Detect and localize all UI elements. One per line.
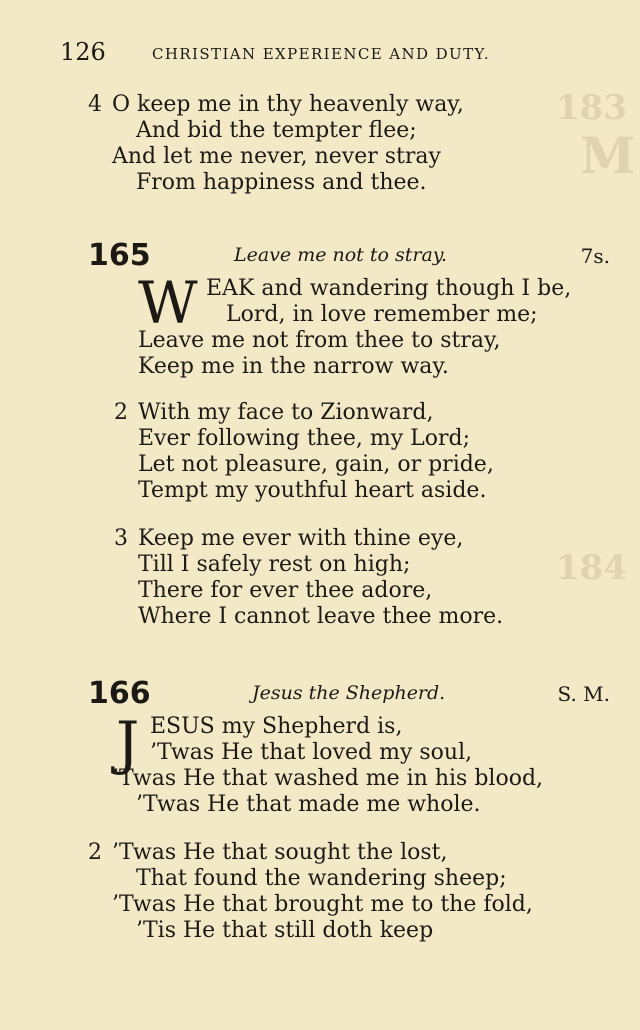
verse-line: Where I cannot leave thee more.	[138, 604, 504, 629]
verse-line: And bid the tempter flee;	[136, 118, 417, 143]
verse-number: 2	[114, 400, 128, 425]
bleed-through-mark: 183	[556, 88, 627, 128]
verse-line: Leave me not from thee to stray,	[138, 328, 501, 353]
verse-number: 4	[88, 92, 102, 117]
drop-cap: W	[138, 269, 198, 337]
verse-line: ’Twas He that sought the lost,	[112, 840, 448, 865]
hymn-number: 165	[88, 238, 151, 273]
page-number: 126	[60, 38, 106, 66]
page-header	[60, 38, 554, 68]
verse-line: ’Twas He that brought me to the fold,	[112, 892, 533, 917]
drop-cap: J	[116, 709, 140, 777]
verse-line: Tempt my youthful heart aside.	[138, 478, 487, 503]
verse-line: That found the wandering sheep;	[136, 866, 507, 891]
running-head: CHRISTIAN EXPERIENCE AND DUTY.	[152, 45, 491, 63]
verse-line: Ever following thee, my Lord;	[138, 426, 471, 451]
verse-line: Till I safely rest on high;	[138, 552, 411, 577]
verse-line: With my face to Zionward,	[138, 400, 434, 425]
hymn-number: 166	[88, 676, 151, 711]
verse-line: ESUS my Shepherd is,	[150, 714, 403, 739]
bleed-through-mark: M	[580, 126, 636, 185]
hymn-meter: S. M.	[557, 682, 610, 706]
verse-number: 3	[114, 526, 128, 551]
verse-line: O keep me in thy heavenly way,	[112, 92, 464, 117]
verse-line: ’Twas He that made me whole.	[136, 792, 481, 817]
verse-line: There for ever thee adore,	[138, 578, 433, 603]
hymn-title: Leave me not to stray.	[234, 244, 448, 266]
verse-line: Keep me ever with thine eye,	[138, 526, 464, 551]
verse-line: From happiness and thee.	[136, 170, 427, 195]
verse-line: Let not pleasure, gain, or pride,	[138, 452, 494, 477]
verse-line: ’Twas He that loved my soul,	[150, 740, 473, 765]
verse-line: ’Tis He that still doth keep	[136, 918, 434, 943]
verse-line: ’Twas He that washed me in his blood,	[112, 766, 544, 791]
bleed-through-mark: 184	[556, 548, 627, 588]
verse-line: And let me never, never stray	[112, 144, 441, 169]
hymn-heading	[88, 676, 610, 716]
hymn-title: Jesus the Shepherd.	[252, 682, 446, 704]
verse-number: 2	[88, 840, 102, 865]
verse-line: Keep me in the narrow way.	[138, 354, 449, 379]
hymn-meter: 7s.	[580, 244, 610, 268]
verse-line: EAK and wandering though I be,	[206, 276, 572, 301]
verse-line: Lord, in love remember me;	[226, 302, 538, 327]
